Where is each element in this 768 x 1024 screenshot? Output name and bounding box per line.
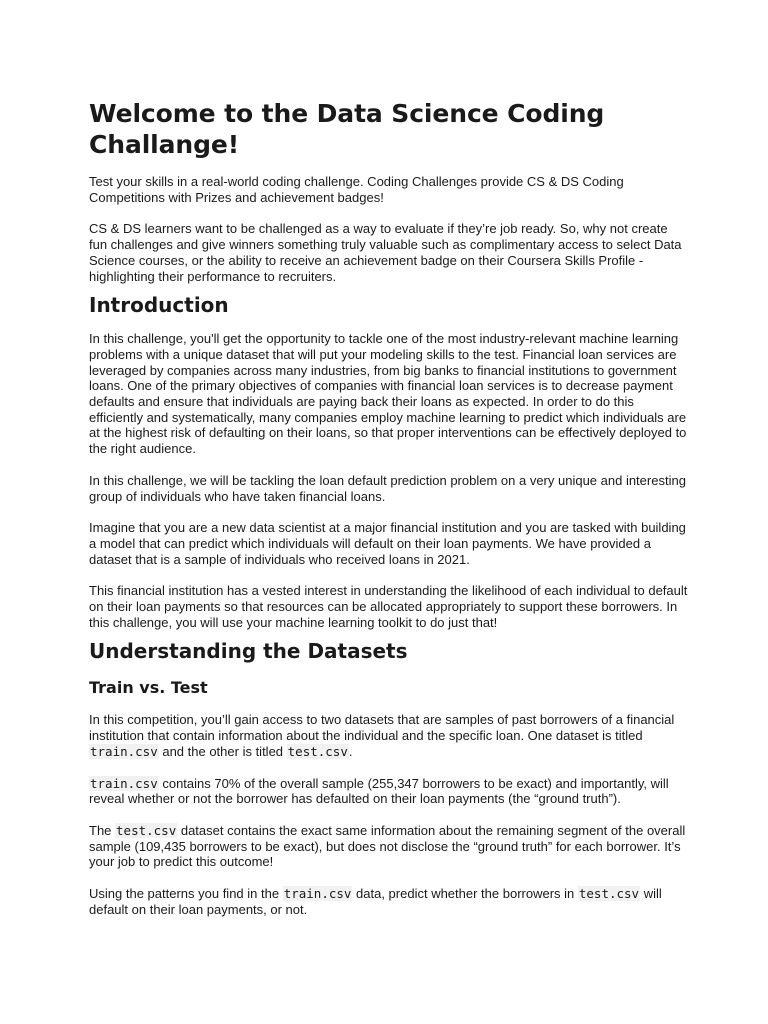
inline-code: test.csv <box>578 886 640 902</box>
text-span: . <box>348 743 353 759</box>
datasets-paragraph-4 <box>89 886 689 917</box>
text-span: and the other is titled <box>158 743 287 759</box>
text-span: Using the patterns you find in the <box>89 886 283 902</box>
intro-paragraph-2: CS & DS learners want to be challenged as a way to evaluate if they’re job ready. So, why not create fun challenges and give winners something truly valuable such as complimentary access to select Data Science courses, or the ability to receive an achievement badge on their Coursera Skills Profile - highlighting their performance to recruiters. <box>89 221 682 284</box>
introduction-paragraph-1: In this challenge, you'll get the opportunity to tackle one of the most industry-relevant machine learning problems with a unique dataset that will put your modeling skills to the test. Financial loan services are leveraged by companies across many industries, from big banks to financial institutions to government loans. One of the primary objectives of companies with financial loan services is to decrease payment defaults and ensure that individuals are paying back their loans as expected. In order to do this efficiently and systematically, many companies employ machine learning to predict which individuals are at the highest risk of defaulting on their loans, so that proper interventions can be effectively deployed to the right audience. <box>89 331 687 457</box>
datasets-heading: Understanding the Datasets <box>89 639 408 664</box>
inline-code: train.csv <box>90 775 158 791</box>
text-span: dataset contains the exact same information about the remaining segment of the overall sample (109,435 borrowers to be exact), but does not disclose the “ground truth” for each borrower. It’s your job to predict this outcome! <box>89 822 686 870</box>
introduction-paragraph-3: Imagine that you are a new data scientist at a major financial institution and you are tasked with building a model that can predict which individuals will default on their loan payments. We have provided a dataset that is a sample of individuals who received loans in 2021. <box>89 520 686 567</box>
text-span: In this competition, you’ll gain access to two datasets that are samples of past borrowers of a financial institution that contain information about the individual and the specific loan. One dataset is titled <box>89 712 675 744</box>
text-span: data, predict whether the borrowers in <box>352 886 578 902</box>
inline-code: test.csv <box>287 743 348 759</box>
datasets-paragraph-1 <box>89 712 689 759</box>
text-span: will default on their loan payments, or not. <box>89 886 662 917</box>
text-span: contains 70% of the overall sample (255,347 borrowers to be exact) and importantly, will reveal whether or not the borrower has defaulted on their loan payments (the “ground truth”). <box>89 775 669 807</box>
train-vs-test-heading: Train vs. Test <box>89 678 208 698</box>
datasets-paragraph-3 <box>89 823 689 870</box>
datasets-paragraph-2 <box>89 776 689 807</box>
inline-code: train.csv <box>283 886 352 902</box>
intro-paragraph-1: Test your skills in a real-world coding challenge. Coding Challenges provide CS & DS Coding Competitions with Prizes and achievement badges! <box>89 174 624 205</box>
introduction-paragraph-4: This financial institution has a vested interest in understanding the likelihood of each individual to default on their loan payments so that resources can be allocated appropriately to support these borrowers. In this challenge, you will use your machine learning toolkit to do just that! <box>89 583 688 630</box>
document-page <box>89 98 689 934</box>
introduction-paragraph-2: In this challenge, we will be tackling the loan default prediction problem on a very unique and interesting group of individuals who have taken financial loans. <box>89 472 686 504</box>
text-span: The <box>89 822 116 838</box>
introduction-heading: Introduction <box>89 293 229 318</box>
inline-code: test.csv <box>116 822 177 838</box>
inline-code: train.csv <box>90 743 158 759</box>
page-title: Welcome to the Data Science Coding Challange! <box>89 99 605 159</box>
